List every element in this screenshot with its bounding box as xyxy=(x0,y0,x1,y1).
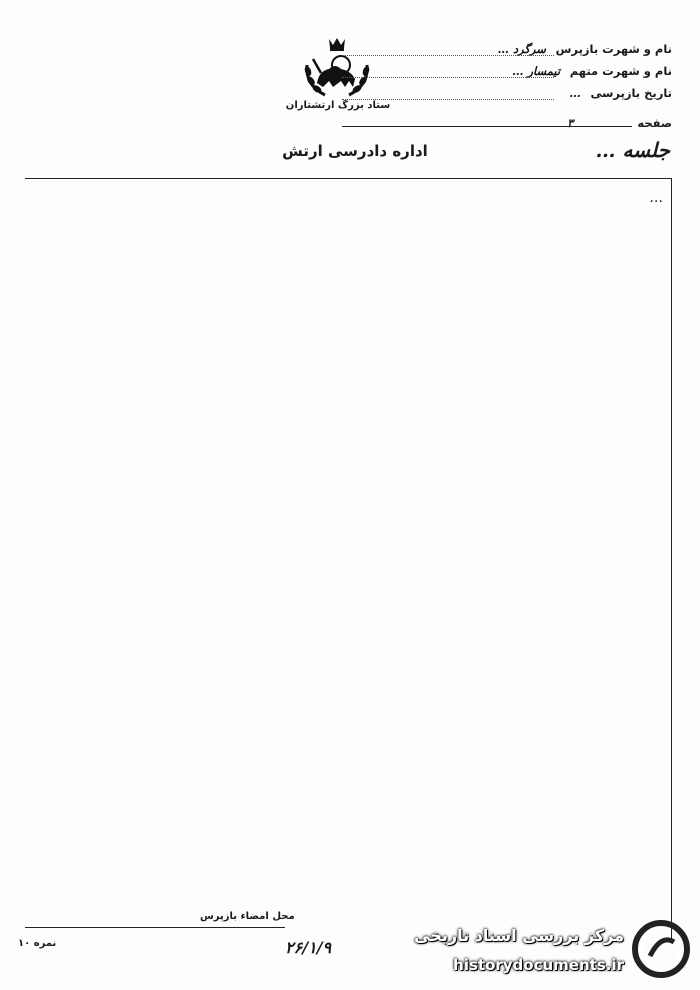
signature-caption: محل امضاء بازپرس xyxy=(200,911,295,922)
accused-name-field xyxy=(342,60,672,82)
archive-watermark xyxy=(390,920,690,982)
signature-line xyxy=(25,927,285,928)
header-fields xyxy=(342,38,672,104)
page-number-field xyxy=(342,116,672,130)
field-value: … xyxy=(569,86,581,100)
document-date: ۲۶/۱/۹ xyxy=(285,938,332,957)
field-label: تاریخ بازپرسی xyxy=(590,86,672,100)
title-row xyxy=(0,138,700,170)
field-label: نام و شهرت متهم xyxy=(569,64,672,78)
archive-logo-icon xyxy=(632,920,690,978)
investigator-name-field xyxy=(342,38,672,60)
testimony-body xyxy=(25,178,672,941)
field-value: سرگرد … xyxy=(497,42,546,56)
watermark-name: مرکز بررسی اسناد تاریخی xyxy=(414,926,624,945)
field-label: نام و شهرت بازپرس xyxy=(555,42,672,56)
session-label: جلسه … xyxy=(595,138,670,162)
watermark-url: historydocuments.ir xyxy=(453,956,624,974)
field-value: تیمسار … xyxy=(511,64,561,78)
page-label: صفحه xyxy=(637,116,672,130)
testimony-text xyxy=(29,187,663,941)
form-number: نمره ۱۰ xyxy=(18,938,57,949)
page-number: ۳ xyxy=(567,116,574,130)
office-title: اداره دادرسی ارتش xyxy=(282,142,428,160)
interrogation-date-field xyxy=(342,82,672,104)
emblem-caption: ستاد بزرگ ارتشتاران xyxy=(285,100,391,111)
testimony-paragraph: … xyxy=(649,190,663,206)
